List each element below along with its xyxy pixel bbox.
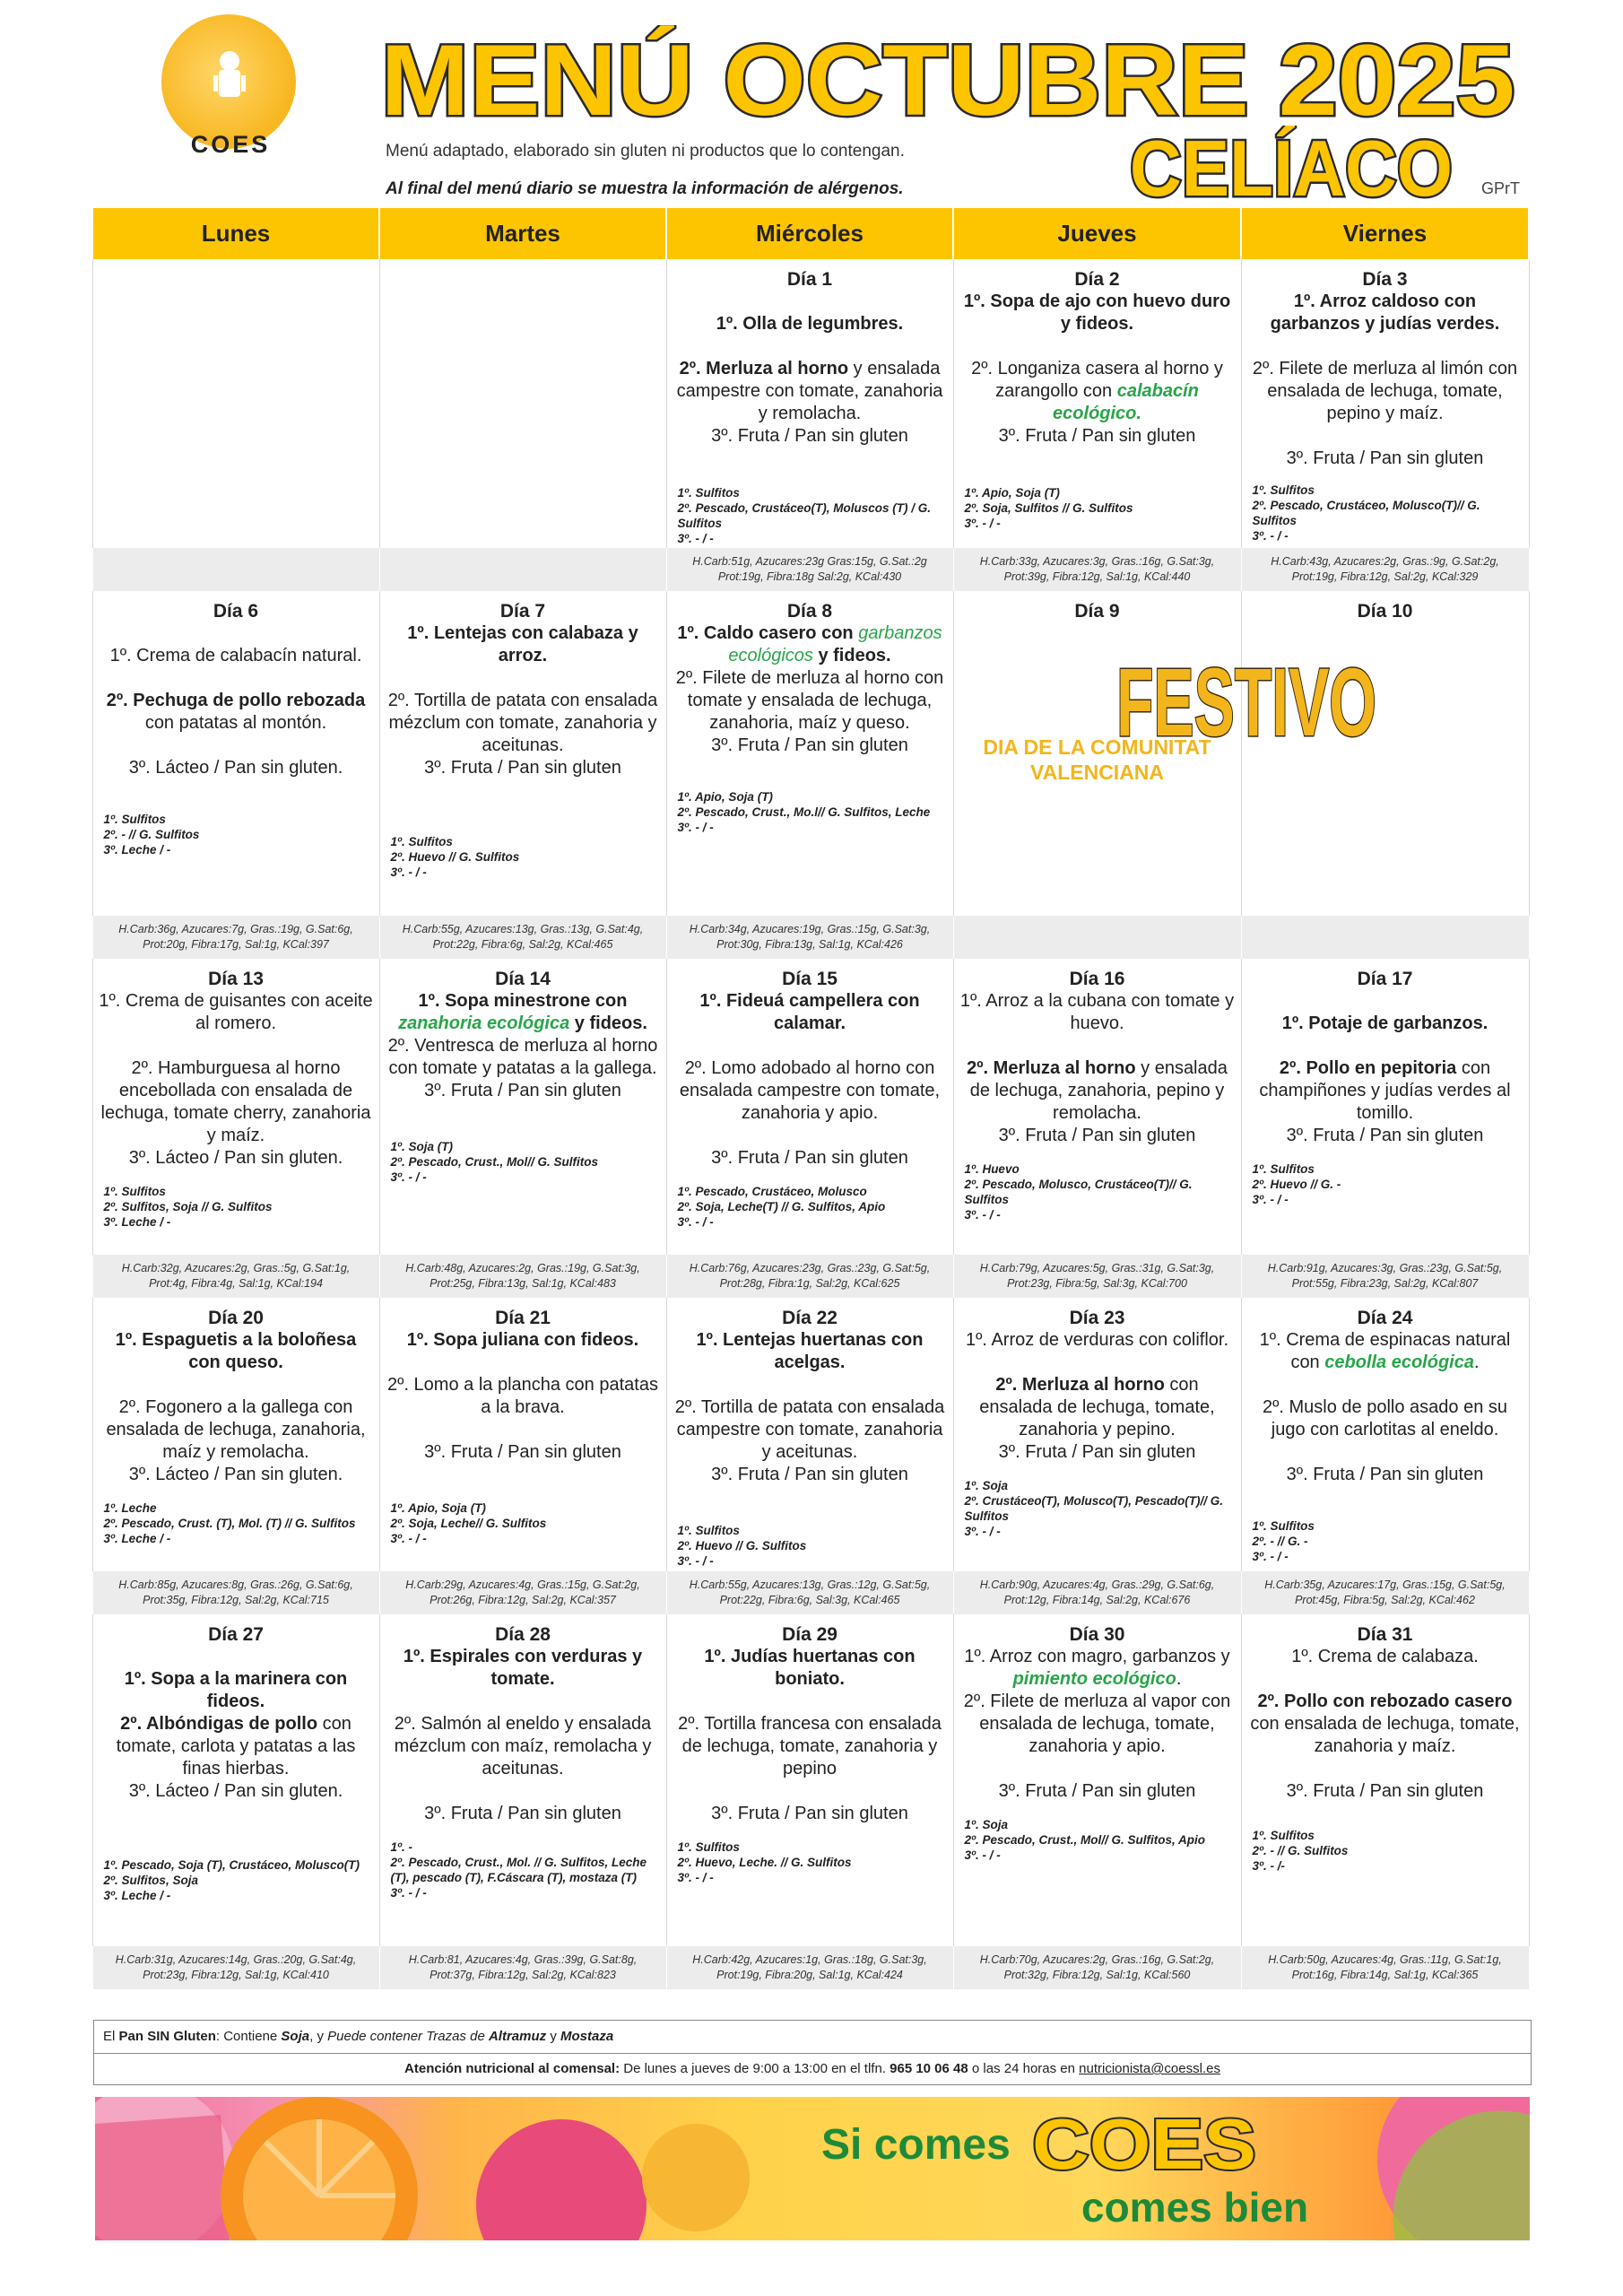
day-number: Día 15 — [782, 969, 838, 989]
nutrition-cell: H.Carb:81, Azucares:4g, Gras.:39g, G.Sat:8g, Prot:37g, Fibra:12g, Sal:2g, KCal:823 — [379, 1946, 666, 1989]
eco-ingredient: cebolla ecológica — [1324, 1352, 1474, 1372]
nutrition-cell: H.Carb:51g, Azucares:23g Gras:15g, G.Sat.:2g Prot:19g, Fibra:18g Sal:2g, KCal:430 — [666, 548, 953, 591]
first-course: 1º. Lentejas con calabaza y arroz. — [407, 623, 638, 665]
first-course: 1º. Espaguetis a la boloñesa con queso. — [115, 1330, 357, 1372]
day-number: Día 17 — [1357, 969, 1413, 989]
eco-ingredient: garbanzos ecológicos — [728, 623, 942, 665]
day-number: Día 6 — [213, 601, 259, 622]
third-course: 3º. Fruta / Pan sin gluten — [424, 1081, 621, 1100]
empty-day-cell — [379, 259, 666, 548]
nutrition-cell: H.Carb:55g, Azucares:13g, Gras.:12g, G.Sat:5g, Prot:22g, Fibra:6g, Sal:3g, KCal:465 — [666, 1571, 953, 1614]
nutrition-cell: H.Carb:85g, Azucares:8g, Gras.:26g, G.Sat:6g, Prot:35g, Fibra:12g, Sal:2g, KCal:715 — [92, 1571, 379, 1614]
email-link[interactable]: nutricionista@coessl.es — [1079, 2061, 1220, 2076]
header-miercoles: Miércoles — [666, 208, 953, 259]
allergen-info: 1º. Apio, Soja (T) 2º. Pescado, Crust., Mo.l// G. Sulfitos, Leche 3º. - / - — [677, 790, 931, 834]
header-jueves: Jueves — [953, 208, 1241, 259]
nutrition-cell: H.Carb:70g, Azucares:2g, Gras.:16g, G.Sat:2g, Prot:32g, Fibra:12g, Sal:1g, KCal:560 — [953, 1946, 1241, 1989]
menu-code: GPrT — [1481, 179, 1520, 197]
nutrition-cell: H.Carb:50g, Azucares:4g, Gras.:11g, G.Sat:1g, Prot:16g, Fibra:14g, Sal:1g, KCal:365 — [1241, 1946, 1529, 1989]
first-course: 1º. Espirales con verduras y tomate. — [403, 1647, 643, 1689]
day-number: Día 3 — [1362, 269, 1408, 290]
second-course: 2º. Muslo de pollo asado en su jugo con carlotitas al eneldo. — [1262, 1397, 1508, 1439]
day-cell — [1241, 1298, 1529, 1571]
week-row — [92, 959, 1529, 1255]
allergen-info: 1º. Sulfitos 2º. - // G. Sulfitos 3º. - /- — [1252, 1829, 1349, 1873]
day-number: Día 23 — [1069, 1308, 1125, 1328]
allergen-info: 1º. Sulfitos 2º. - // G. Sulfitos 3º. Leche / - — [103, 813, 200, 857]
day-cell — [379, 1298, 666, 1571]
second-course: 2º. Filete de merluza al vapor con ensalada de lechuga, tomate, zanahoria y apio. — [963, 1692, 1231, 1756]
third-course: 3º. Fruta / Pan sin gluten — [711, 1465, 908, 1484]
first-course: 1º. Crema de calabacín natural. — [109, 646, 362, 665]
banner-brand — [1028, 2104, 1261, 2178]
day-number: Día 9 — [1074, 601, 1120, 622]
first-course: 1º. Arroz de verduras con coliflor. — [966, 1330, 1228, 1350]
day-cell — [1241, 591, 1529, 916]
day-number: Día 22 — [782, 1308, 838, 1328]
third-course: 3º. Lácteo / Pan sin gluten. — [128, 1465, 343, 1484]
day-number: Día 8 — [786, 601, 833, 622]
nutrition-row — [92, 1571, 1529, 1614]
nutrition-row — [92, 916, 1529, 959]
header-martes: Martes — [379, 208, 666, 259]
day-number: Día 1 — [786, 269, 833, 290]
day-cell — [92, 1298, 379, 1571]
day-cell — [953, 259, 1241, 548]
day-number: Día 27 — [208, 1624, 264, 1645]
allergen-info: 1º. Soja 2º. Crustáceo(T), Molusco(T), Pescado(T)// G. Sulfitos 3º. - / - — [964, 1479, 1223, 1538]
nutrition-cell: H.Carb:90g, Azucares:4g, Gras.:29g, G.Sat:6g, Prot:12g, Fibra:14g, Sal:2g, KCal:676 — [953, 1571, 1241, 1614]
empty-day-cell — [92, 259, 379, 548]
eco-ingredient: calabacín ecológico. — [1053, 381, 1199, 423]
second-course: 2º. Merluza al horno con ensalada de lechuga, tomate, zanahoria y pepino. — [979, 1375, 1215, 1439]
third-course: 3º. Fruta / Pan sin gluten — [711, 426, 908, 446]
second-course: 2º. Pollo en pepitoria con champiñones y judías verdes al tomillo. — [1259, 1058, 1511, 1123]
allergen-info: 1º. Pescado, Soja (T), Crustáceo, Molusco(T) 2º. Sulfitos, Soja 3º. Leche / - — [103, 1858, 360, 1902]
menu-table — [91, 208, 1530, 1989]
allergen-info: 1º. Apio, Soja (T) 2º. Soja, Leche// G. Sulfitos 3º. - / - — [390, 1501, 547, 1545]
allergen-info: 1º. Sulfitos 2º. Pescado, Crustáceo, Molusco(T)// G. Sulfitos 3º. - / - — [1252, 483, 1480, 543]
third-course: 3º. Fruta / Pan sin gluten — [424, 758, 621, 778]
banner-text-1: Si comes — [821, 2121, 1011, 2169]
nutrition-cell: H.Carb:29g, Azucares:4g, Gras.:15g, G.Sat:2g, Prot:26g, Fibra:12g, Sal:2g, KCal:357 — [379, 1571, 666, 1614]
svg-text:FESTIVO: FESTIVO — [1116, 648, 1376, 746]
nutrition-cell: H.Carb:91g, Azucares:3g, Gras.:23g, G.Sat:5g, Prot:55g, Fibra:23g, Sal:2g, KCal:807 — [1241, 1255, 1529, 1298]
allergen-info: 1º. Soja 2º. Pescado, Crust., Mol// G. Sulfitos, Apio 3º. - / - — [964, 1818, 1205, 1862]
allergen-info: 1º. Huevo 2º. Pescado, Molusco, Crustáceo(T)// G. Sulfitos 3º. - / - — [964, 1162, 1193, 1222]
day-cell — [666, 1614, 953, 1946]
allergen-info: 1º. Leche 2º. Pescado, Crust. (T), Mol. (T) // G. Sulfitos 3º. Leche / - — [103, 1501, 356, 1545]
allergen-info: 1º. Sulfitos 2º. - // G. - 3º. - / - — [1252, 1519, 1315, 1563]
third-course: 3º. Fruta / Pan sin gluten — [998, 1126, 1196, 1145]
week-row — [92, 1298, 1529, 1571]
first-course: 1º. Caldo casero con garbanzos ecológicos y fideos. — [677, 623, 942, 665]
second-course: 2º. Longaniza casera al horno y zarangollo con calabacín ecológico. — [971, 359, 1223, 423]
third-course: 3º. Fruta / Pan sin gluten — [424, 1804, 621, 1823]
day-cell-holiday — [953, 591, 1241, 916]
week-row — [92, 591, 1529, 916]
day-number: Día 24 — [1357, 1308, 1413, 1328]
day-cell — [666, 959, 953, 1255]
first-course: 1º. Crema de guisantes con aceite al romero. — [99, 991, 373, 1033]
nutrition-cell: H.Carb:79g, Azucares:5g, Gras.:31g, G.Sat:3g, Prot:23g, Fibra:5g, Sal:3g, KCal:700 — [953, 1255, 1241, 1298]
third-course: 3º. Fruta / Pan sin gluten — [1286, 1126, 1484, 1145]
day-cell — [92, 959, 379, 1255]
nutrition-cell — [953, 916, 1241, 959]
nutrition-cell: H.Carb:36g, Azucares:7g, Gras.:19g, G.Sat:6g, Prot:20g, Fibra:17g, Sal:1g, KCal:397 — [92, 916, 379, 959]
allergen-info: 1º. Sulfitos 2º. Pescado, Crustáceo(T), Moluscos (T) / G. Sulfitos 3º. - / - — [677, 486, 931, 545]
day-cell — [1241, 959, 1529, 1255]
fruit-illustration — [95, 2097, 1530, 2240]
day-cell — [666, 259, 953, 548]
allergen-info: 1º. Pescado, Crustáceo, Molusco 2º. Soja, Leche(T) // G. Sulfitos, Apio 3º. - / - — [677, 1185, 886, 1229]
nutrition-row — [92, 548, 1529, 591]
phone-number: 965 10 06 48 — [890, 2061, 968, 2076]
adapted-note: Menú adaptado, elaborado sin gluten ni productos que lo contengan. — [386, 142, 905, 161]
second-course: 2º. Lomo a la plancha con patatas a la brava. — [387, 1375, 658, 1417]
third-course: 3º. Fruta / Pan sin gluten — [998, 426, 1196, 446]
second-course: 2º. Salmón al eneldo y ensalada mézclum con maíz, remolacha y aceitunas. — [394, 1714, 652, 1779]
allergen-info: 1º. Sulfitos 2º. Huevo, Leche. // G. Sulfitos 3º. - / - — [677, 1840, 852, 1884]
day-cell — [666, 591, 953, 916]
third-course: 3º. Fruta / Pan sin gluten — [711, 1148, 908, 1168]
page-subtitle — [1125, 126, 1457, 206]
day-cell — [379, 591, 666, 916]
nutrition-cell — [379, 548, 666, 591]
eco-ingredient: zanahoria ecológica — [398, 1013, 570, 1033]
day-cell — [92, 591, 379, 916]
first-course: 1º. Sopa minestrone con zanahoria ecológica y fideos. — [398, 991, 647, 1033]
nutrition-row — [92, 1255, 1529, 1298]
first-course: 1º. Olla de legumbres. — [716, 314, 904, 334]
third-course: 3º. Lácteo / Pan sin gluten. — [128, 1781, 343, 1801]
nutrition-cell — [1241, 916, 1529, 959]
day-number: Día 21 — [495, 1308, 551, 1328]
day-cell — [1241, 259, 1529, 548]
day-cell — [379, 959, 666, 1255]
day-number: Día 20 — [208, 1308, 264, 1328]
third-course: 3º. Lácteo / Pan sin gluten. — [128, 1148, 343, 1168]
logo-text: COES — [190, 131, 271, 158]
second-course: 2º. Merluza al horno y ensalada campestre con tomate, zanahoria y remolacha. — [676, 359, 943, 423]
second-course: 2º. Pollo con rebozado casero con ensalada de lechuga, tomate, zanahoria y maíz. — [1250, 1692, 1520, 1756]
nutrition-cell: H.Carb:43g, Azucares:2g, Gras.:9g, G.Sat:2g, Prot:19g, Fibra:12g, Sal:2g, KCal:329 — [1241, 548, 1529, 591]
first-course: 1º. Arroz a la cubana con tomate y huevo. — [959, 991, 1235, 1033]
first-course: 1º. Fideuá campellera con calamar. — [699, 991, 920, 1033]
second-course: 2º. Filete de merluza al limón con ensalada de lechuga, tomate, pepino y maíz. — [1252, 359, 1518, 423]
nutrition-contact: Atención nutricional al comensal: De lunes a jueves de 9:00 a 13:00 en el tlfn. 965 10 06 48 o las 24 horas en nutricionista@coessl.es — [404, 2061, 1220, 2076]
eco-ingredient: pimiento ecológico — [1012, 1669, 1176, 1689]
header-viernes: Viernes — [1241, 208, 1529, 259]
second-course: 2º. Tortilla de patata con ensalada campestre con tomate, zanahoria y aceitunas. — [674, 1397, 945, 1462]
day-number: Día 2 — [1074, 269, 1120, 290]
nutrition-cell: H.Carb:32g, Azucares:2g, Gras.:5g, G.Sat:1g, Prot:4g, Fibra:4g, Sal:1g, KCal:194 — [92, 1255, 379, 1298]
day-cell — [953, 1614, 1241, 1946]
second-course: 2º. Filete de merluza al horno con tomate y ensalada de lechuga, zanahoria, maíz y queso. — [675, 668, 944, 733]
second-course: 2º. Lomo adobado al horno con ensalada campestre con tomate, zanahoria y apio. — [679, 1058, 941, 1123]
coes-banner — [95, 2097, 1530, 2240]
first-course: 1º. Lentejas huertanas con acelgas. — [696, 1330, 924, 1372]
day-cell — [953, 959, 1241, 1255]
allergen-info: 1º. - 2º. Pescado, Crust., Mol. // G. Sulfitos, Leche (T), pescado (T), F.Cáscara (T), mostaza (T) 3º. - / - — [390, 1840, 647, 1900]
second-course: 2º. Fogonero a la gallega con ensalada de lechuga, zanahoria, maíz y remolacha. — [106, 1397, 366, 1462]
allergen-info: 1º. Sulfitos 2º. Huevo // G. Sulfitos 3º. - / - — [390, 835, 520, 879]
header-lunes: Lunes — [92, 208, 379, 259]
svg-text:CELÍACO: CELÍACO — [1130, 126, 1453, 206]
holiday-name: DIA DE LA COMUNITAT VALENCIANA — [983, 735, 1211, 784]
week-row — [92, 259, 1529, 548]
svg-text:MENÚ OCTUBRE 2025: MENÚ OCTUBRE 2025 — [380, 25, 1515, 128]
day-number: Día 29 — [782, 1624, 838, 1645]
nutrition-cell: H.Carb:31g, Azucares:14g, Gras.:20g, G.Sat:4g, Prot:23g, Fibra:12g, Sal:1g, KCal:410 — [92, 1946, 379, 1989]
nutrition-cell: H.Carb:76g, Azucares:23g, Gras.:23g, G.Sat:5g, Prot:28g, Fibra:1g, Sal:2g, KCal:625 — [666, 1255, 953, 1298]
second-course: 2º. Ventresca de merluza al horno con tomate y patatas a la gallega. — [387, 1036, 658, 1078]
first-course: 1º. Sopa a la marinera con fideos. — [124, 1669, 348, 1711]
first-course: 1º. Sopa de ajo con huevo duro y fideos. — [963, 291, 1231, 334]
second-course: 2º. Albóndigas de pollo con tomate, carlota y patatas a las finas hierbas. — [116, 1714, 356, 1779]
day-cell — [92, 1614, 379, 1946]
first-course: 1º. Sopa juliana con fideos. — [406, 1330, 639, 1350]
day-number: Día 7 — [499, 601, 546, 622]
second-course: 2º. Tortilla de patata con ensalada mézclum con tomate, zanahoria y aceitunas. — [387, 691, 658, 755]
allergen-note: Al final del menú diario se muestra la información de alérgenos. — [386, 179, 904, 198]
third-course: 3º. Fruta / Pan sin gluten — [998, 1442, 1196, 1462]
festivo-label — [1112, 648, 1381, 746]
bread-note: El Pan SIN Gluten: Contiene Soja, y Puede contener Trazas de Altramuz y Mostaza — [94, 2021, 1531, 2054]
day-number: Día 14 — [495, 969, 551, 989]
day-cell — [379, 1614, 666, 1946]
day-number: Día 30 — [1069, 1624, 1125, 1645]
allergen-info: 1º. Sulfitos 2º. Huevo // G. - 3º. - / - — [1252, 1162, 1341, 1206]
third-course: 3º. Fruta / Pan sin gluten — [711, 735, 908, 755]
nutrition-cell: H.Carb:48g, Azucares:2g, Gras.:19g, G.Sat:3g, Prot:25g, Fibra:13g, Sal:1g, KCal:483 — [379, 1255, 666, 1298]
first-course: 1º. Judías huertanas con boniato. — [704, 1647, 916, 1689]
nutrition-cell: H.Carb:34g, Azucares:19g, Gras.:15g, G.Sat:3g, Prot:30g, Fibra:13g, Sal:1g, KCal:426 — [666, 916, 953, 959]
day-number: Día 31 — [1357, 1624, 1413, 1645]
first-course: 1º. Arroz caldoso con garbanzos y judías verdes. — [1270, 291, 1500, 334]
nutrition-cell — [92, 548, 379, 591]
second-course: 2º. Pechuga de pollo rebozada con patatas al montón. — [106, 691, 366, 733]
day-cell — [1241, 1614, 1529, 1946]
third-course: 3º. Fruta / Pan sin gluten — [998, 1781, 1196, 1801]
nutrition-cell: H.Carb:33g, Azucares:3g, Gras.:16g, G.Sat:3g, Prot:39g, Fibra:12g, Sal:1g, KCal:440 — [953, 548, 1241, 591]
day-cell — [666, 1298, 953, 1571]
day-cell — [953, 1298, 1241, 1571]
week-row — [92, 1614, 1529, 1946]
day-number: Día 16 — [1069, 969, 1125, 989]
second-course: 2º. Hamburguesa al horno encebollada con ensalada de lechuga, tomate cherry, zanahoria y maíz. — [100, 1058, 371, 1145]
page-title — [377, 25, 1520, 128]
third-course: 3º. Fruta / Pan sin gluten — [424, 1442, 621, 1462]
nutrition-cell: H.Carb:35g, Azucares:17g, Gras.:15g, G.Sat:5g, Prot:45g, Fibra:5g, Sal:2g, KCal:462 — [1241, 1571, 1529, 1614]
day-number: Día 28 — [495, 1624, 551, 1645]
first-course: 1º. Arroz con magro, garbanzos y pimiento ecológico. — [964, 1647, 1230, 1689]
second-course: 2º. Merluza al horno y ensalada de lechuga, zanahoria, pepino y remolacha. — [967, 1058, 1228, 1123]
allergen-info: 1º. Sulfitos 2º. Huevo // G. Sulfitos 3º. - / - — [677, 1524, 807, 1568]
second-course: 2º. Tortilla francesa con ensalada de lechuga, tomate, zanahoria y pepino — [678, 1714, 942, 1779]
coes-logo — [151, 14, 310, 167]
third-course: 3º. Fruta / Pan sin gluten — [1286, 448, 1484, 468]
weekday-header-row — [92, 208, 1529, 259]
day-number: Día 13 — [208, 969, 264, 989]
day-number: Día 10 — [1357, 601, 1413, 622]
third-course: 3º. Fruta / Pan sin gluten — [711, 1804, 908, 1823]
svg-text:COES: COES — [1032, 2104, 1256, 2178]
nutrition-cell: H.Carb:42g, Azucares:1g, Gras.:18g, G.Sat:3g, Prot:19g, Fibra:20g, Sal:1g, KCal:424 — [666, 1946, 953, 1989]
third-course: 3º. Lácteo / Pan sin gluten. — [128, 758, 343, 778]
allergen-info: 1º. Apio, Soja (T) 2º. Soja, Sulfitos // G. Sulfitos 3º. - / - — [964, 486, 1133, 530]
first-course: 1º. Potaje de garbanzos. — [1281, 1013, 1488, 1033]
third-course: 3º. Fruta / Pan sin gluten — [1286, 1781, 1484, 1801]
chef-icon — [206, 48, 253, 102]
nutrition-row — [92, 1946, 1529, 1989]
first-course: 1º. Crema de calabaza. — [1291, 1647, 1479, 1666]
banner-text-2: comes bien — [1081, 2184, 1309, 2231]
footer-info — [93, 2020, 1532, 2085]
third-course: 3º. Fruta / Pan sin gluten — [1286, 1465, 1484, 1484]
first-course: 1º. Crema de espinacas natural con cebolla ecológica. — [1259, 1330, 1511, 1372]
nutrition-cell: H.Carb:55g, Azucares:13g, Gras.:13g, G.Sat:4g, Prot:22g, Fibra:6g, Sal:2g, KCal:465 — [379, 916, 666, 959]
allergen-info: 1º. Sulfitos 2º. Sulfitos, Soja // G. Sulfitos 3º. Leche / - — [103, 1185, 273, 1229]
allergen-info: 1º. Soja (T) 2º. Pescado, Crust., Mol// G. Sulfitos 3º. - / - — [390, 1140, 598, 1184]
